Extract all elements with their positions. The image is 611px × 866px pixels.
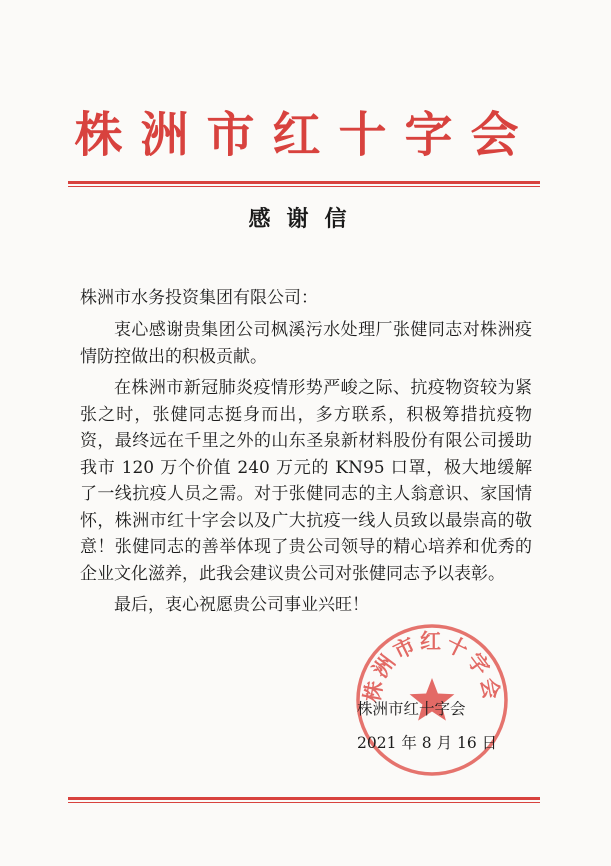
footer-rule-thin (68, 802, 540, 803)
salutation: 株洲市水务投资集团有限公司： (80, 288, 318, 308)
letterhead-rule-thin (68, 186, 540, 187)
footer-rule-thick (68, 797, 540, 800)
letterhead-title: 株洲市红十字会 (74, 107, 537, 163)
letterhead-rule-thick (68, 181, 540, 184)
signature-org: 株洲市红十字会 (357, 700, 466, 718)
letter-date: 2021 年 8 月 16 日 (357, 734, 498, 752)
signature-block (357, 697, 497, 755)
paragraph-1: 衷心感谢贵集团公司枫溪污水处理厂张健同志对株洲疫情防控做出的积极贡献。 (80, 320, 532, 367)
seal-text: 株洲市红十字会 (359, 628, 505, 704)
paragraph-2: 在株洲市新冠肺炎疫情形势严峻之际、抗疫物资较为紧张之时，张健同志挺身而出，多方联系，积极筹措抗疫物资，最终远在千里之外的山东圣泉新材料股份有限公司援助我市 120 万个价值 240 万元的 KN95 口罩，极大地缓解了一线抗疫人员之需。对于张健同志的主人翁意识、家国情怀，株洲市红十字会以及广大抗疫一线人员致以最崇高的敬意！张健同志的善举体现了贵公司领导的精心培养和优秀的企业文化滋养，此我会建议贵公司对张健同志予以表彰。 (80, 378, 532, 584)
letter-body (80, 317, 532, 624)
paragraph-3: 最后，衷心祝愿贵公司事业兴旺！ (114, 595, 369, 615)
letter-title: 感谢信 (248, 206, 363, 232)
